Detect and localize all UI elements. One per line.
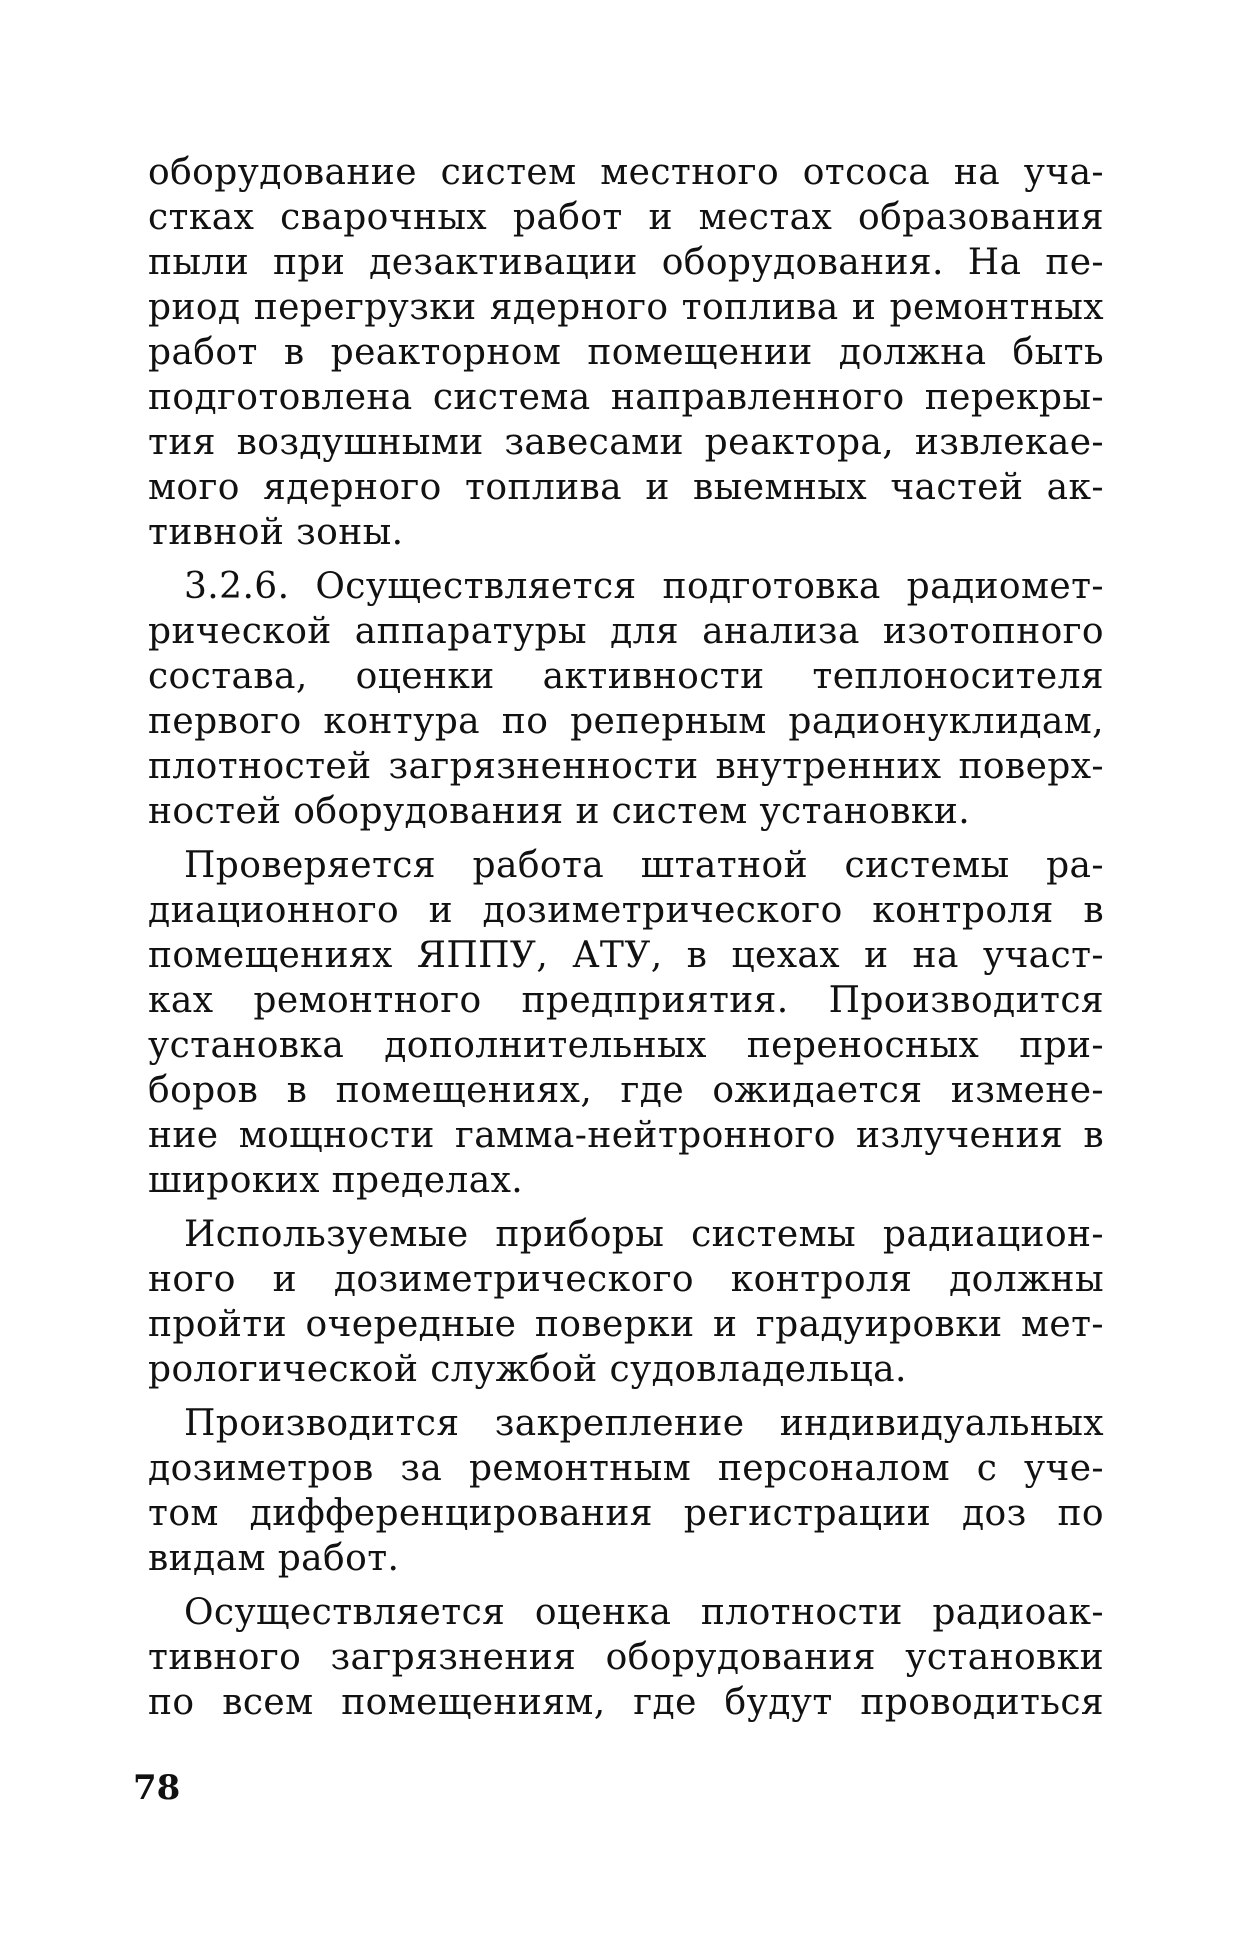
page-number: 78 — [133, 1768, 181, 1808]
text-line: дозиметров за ремонтным персоналом с уче- — [148, 1448, 1104, 1489]
page-body — [148, 150, 1104, 1734]
text-line: плотностей загрязненности внутренних поверх- — [148, 746, 1104, 787]
text-line: рологической службой судовладельца. — [148, 1349, 907, 1390]
text-line: ках ремонтного предприятия. Производится — [148, 980, 1104, 1021]
paragraph-dosimeter-assignment — [148, 1401, 1104, 1581]
text-line: Производится закрепление индивидуальных — [184, 1403, 1104, 1444]
text-line: широких пределах. — [148, 1160, 524, 1201]
text-line: пройти очередные поверки и градуировки мет- — [148, 1304, 1104, 1345]
text-line: пыли при дезактивации оборудования. На пе- — [148, 242, 1104, 283]
text-line: работ в реакторном помещении должна быть — [148, 332, 1104, 373]
text-line: тивного загрязнения оборудования установки — [148, 1637, 1104, 1678]
text-line: помещениях ЯППУ, АТУ, в цехах и на участ- — [148, 935, 1104, 976]
text-line: видам работ. — [148, 1538, 400, 1579]
text-line: ностей оборудования и систем установки. — [148, 791, 971, 832]
text-line: риод перегрузки ядерного топлива и ремонтных — [148, 287, 1104, 328]
text-line: оборудование систем местного отсоса на уча- — [148, 152, 1104, 193]
paragraph-continuation — [148, 150, 1104, 555]
paragraph-instrument-calibration — [148, 1212, 1104, 1392]
paragraph-radiation-control-check — [148, 843, 1104, 1203]
text-line: том дифференцирования регистрации доз по — [148, 1493, 1104, 1534]
text-line: мого ядерного топлива и выемных частей ак- — [148, 467, 1104, 508]
text-line: ного и дозиметрического контроля должны — [148, 1259, 1104, 1300]
text-line: тивной зоны. — [148, 512, 404, 553]
text-line: ние мощности гамма-нейтронного излучения в — [148, 1115, 1104, 1156]
text-line: по всем помещениям, где будут проводиться — [148, 1682, 1104, 1723]
text-line: Осуществляется оценка плотности радиоак- — [184, 1592, 1104, 1633]
text-line: состава, оценки активности теплоносителя — [148, 656, 1104, 697]
text-line: рической аппаратуры для анализа изотопного — [148, 611, 1104, 652]
text-line: стках сварочных работ и местах образования — [148, 197, 1104, 238]
text-line: установка дополнительных переносных при- — [148, 1025, 1104, 1066]
text-line: Проверяется работа штатной системы ра- — [184, 845, 1104, 886]
text-line: тия воздушными завесами реактора, извлекае- — [148, 422, 1104, 463]
paragraph-contamination-assessment — [148, 1590, 1104, 1725]
paragraph-3-2-6 — [148, 564, 1104, 834]
text-line: первого контура по реперным радионуклидам, — [148, 701, 1104, 742]
text-line: Используемые приборы системы радиацион- — [184, 1214, 1104, 1255]
text-line: 3.2.6. Осуществляется подготовка радиомет- — [184, 566, 1104, 607]
text-line: боров в помещениях, где ожидается измене- — [148, 1070, 1104, 1111]
text-line: подготовлена система направленного перекры- — [148, 377, 1104, 418]
text-line: диационного и дозиметрического контроля в — [148, 890, 1104, 931]
